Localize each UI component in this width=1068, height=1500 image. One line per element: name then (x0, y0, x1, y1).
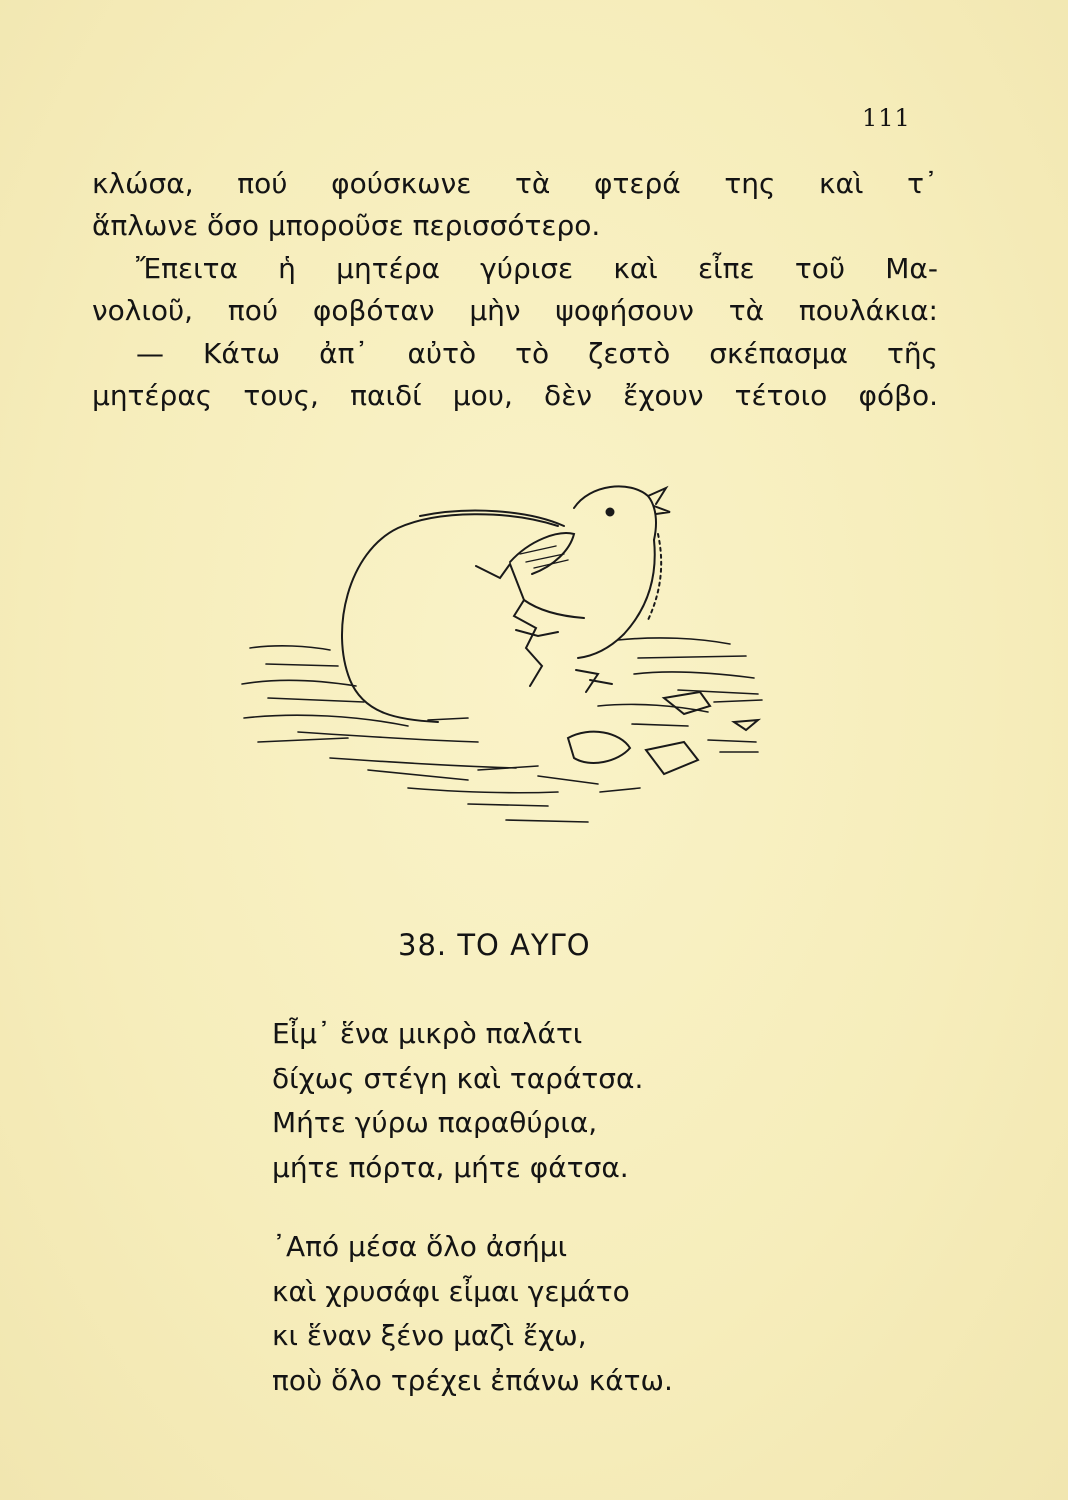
prose-line: μητέρας τους, παιδί μου, δὲν ἔχουν τέτοιο φόβο. (92, 379, 938, 413)
prose-line: ἅπλωνε ὅσο μποροῦσε περισσότερο. (92, 209, 601, 243)
poem-title: 38. ΤΟ ΑΥΓΟ (398, 928, 591, 962)
poem-line: ᾽Από μέσα ὅλο ἀσήμι (272, 1230, 568, 1263)
shell-fragment (734, 720, 758, 730)
prose-line: νολιοῦ, πού φοβόταν μὴν ψοφήσουν τὰ πουλάκια: (92, 294, 938, 328)
broken-shell-edge (476, 564, 542, 686)
poem-stanza (272, 1012, 643, 1190)
prose-line: — Κάτω ἀπ᾽ αὐτὸ τὸ ζεστὸ σκέπασμα τῆς (136, 336, 938, 370)
poem-stanza (272, 1225, 673, 1403)
poem-line: καὶ χρυσάφι εἶμαι γεμάτο (272, 1274, 630, 1308)
prose-paragraphs (92, 163, 938, 417)
egg-shell-outline (342, 514, 558, 722)
chick-head (574, 486, 656, 540)
chick-hatching-from-egg-drawing (238, 470, 768, 850)
poem-line: κι ἕναν ξένο μαζὶ ἔχω, (272, 1319, 587, 1352)
shell-fragment (568, 732, 630, 763)
poem-line: Εἶμ᾽ ἕνα μικρὸ παλάτι (272, 1017, 583, 1050)
egg-shell-top (420, 511, 564, 526)
poem-line: Μήτε γύρω παραθύρια, (272, 1106, 598, 1139)
poem-line: δίχως στέγη καὶ ταράτσα. (272, 1061, 644, 1095)
page-number: 111 (862, 104, 911, 132)
prose-line: Ἔπειτα ἡ μητέρα γύρισε καὶ εἶπε τοῦ Μα- (136, 251, 938, 285)
chick-eye (607, 509, 614, 516)
chick-body (578, 540, 655, 658)
chick-feet (576, 670, 612, 692)
prose-line: κλώσα, πού φούσκωνε τὰ φτερά της καὶ τ᾽ (92, 167, 938, 200)
nest-straw (242, 638, 762, 822)
shell-fragment (646, 742, 698, 774)
poem-line: ποὺ ὅλο τρέχει ἐπάνω κάτω. (272, 1363, 673, 1397)
poem-line: μήτε πόρτα, μήτε φάτσα. (272, 1150, 629, 1184)
